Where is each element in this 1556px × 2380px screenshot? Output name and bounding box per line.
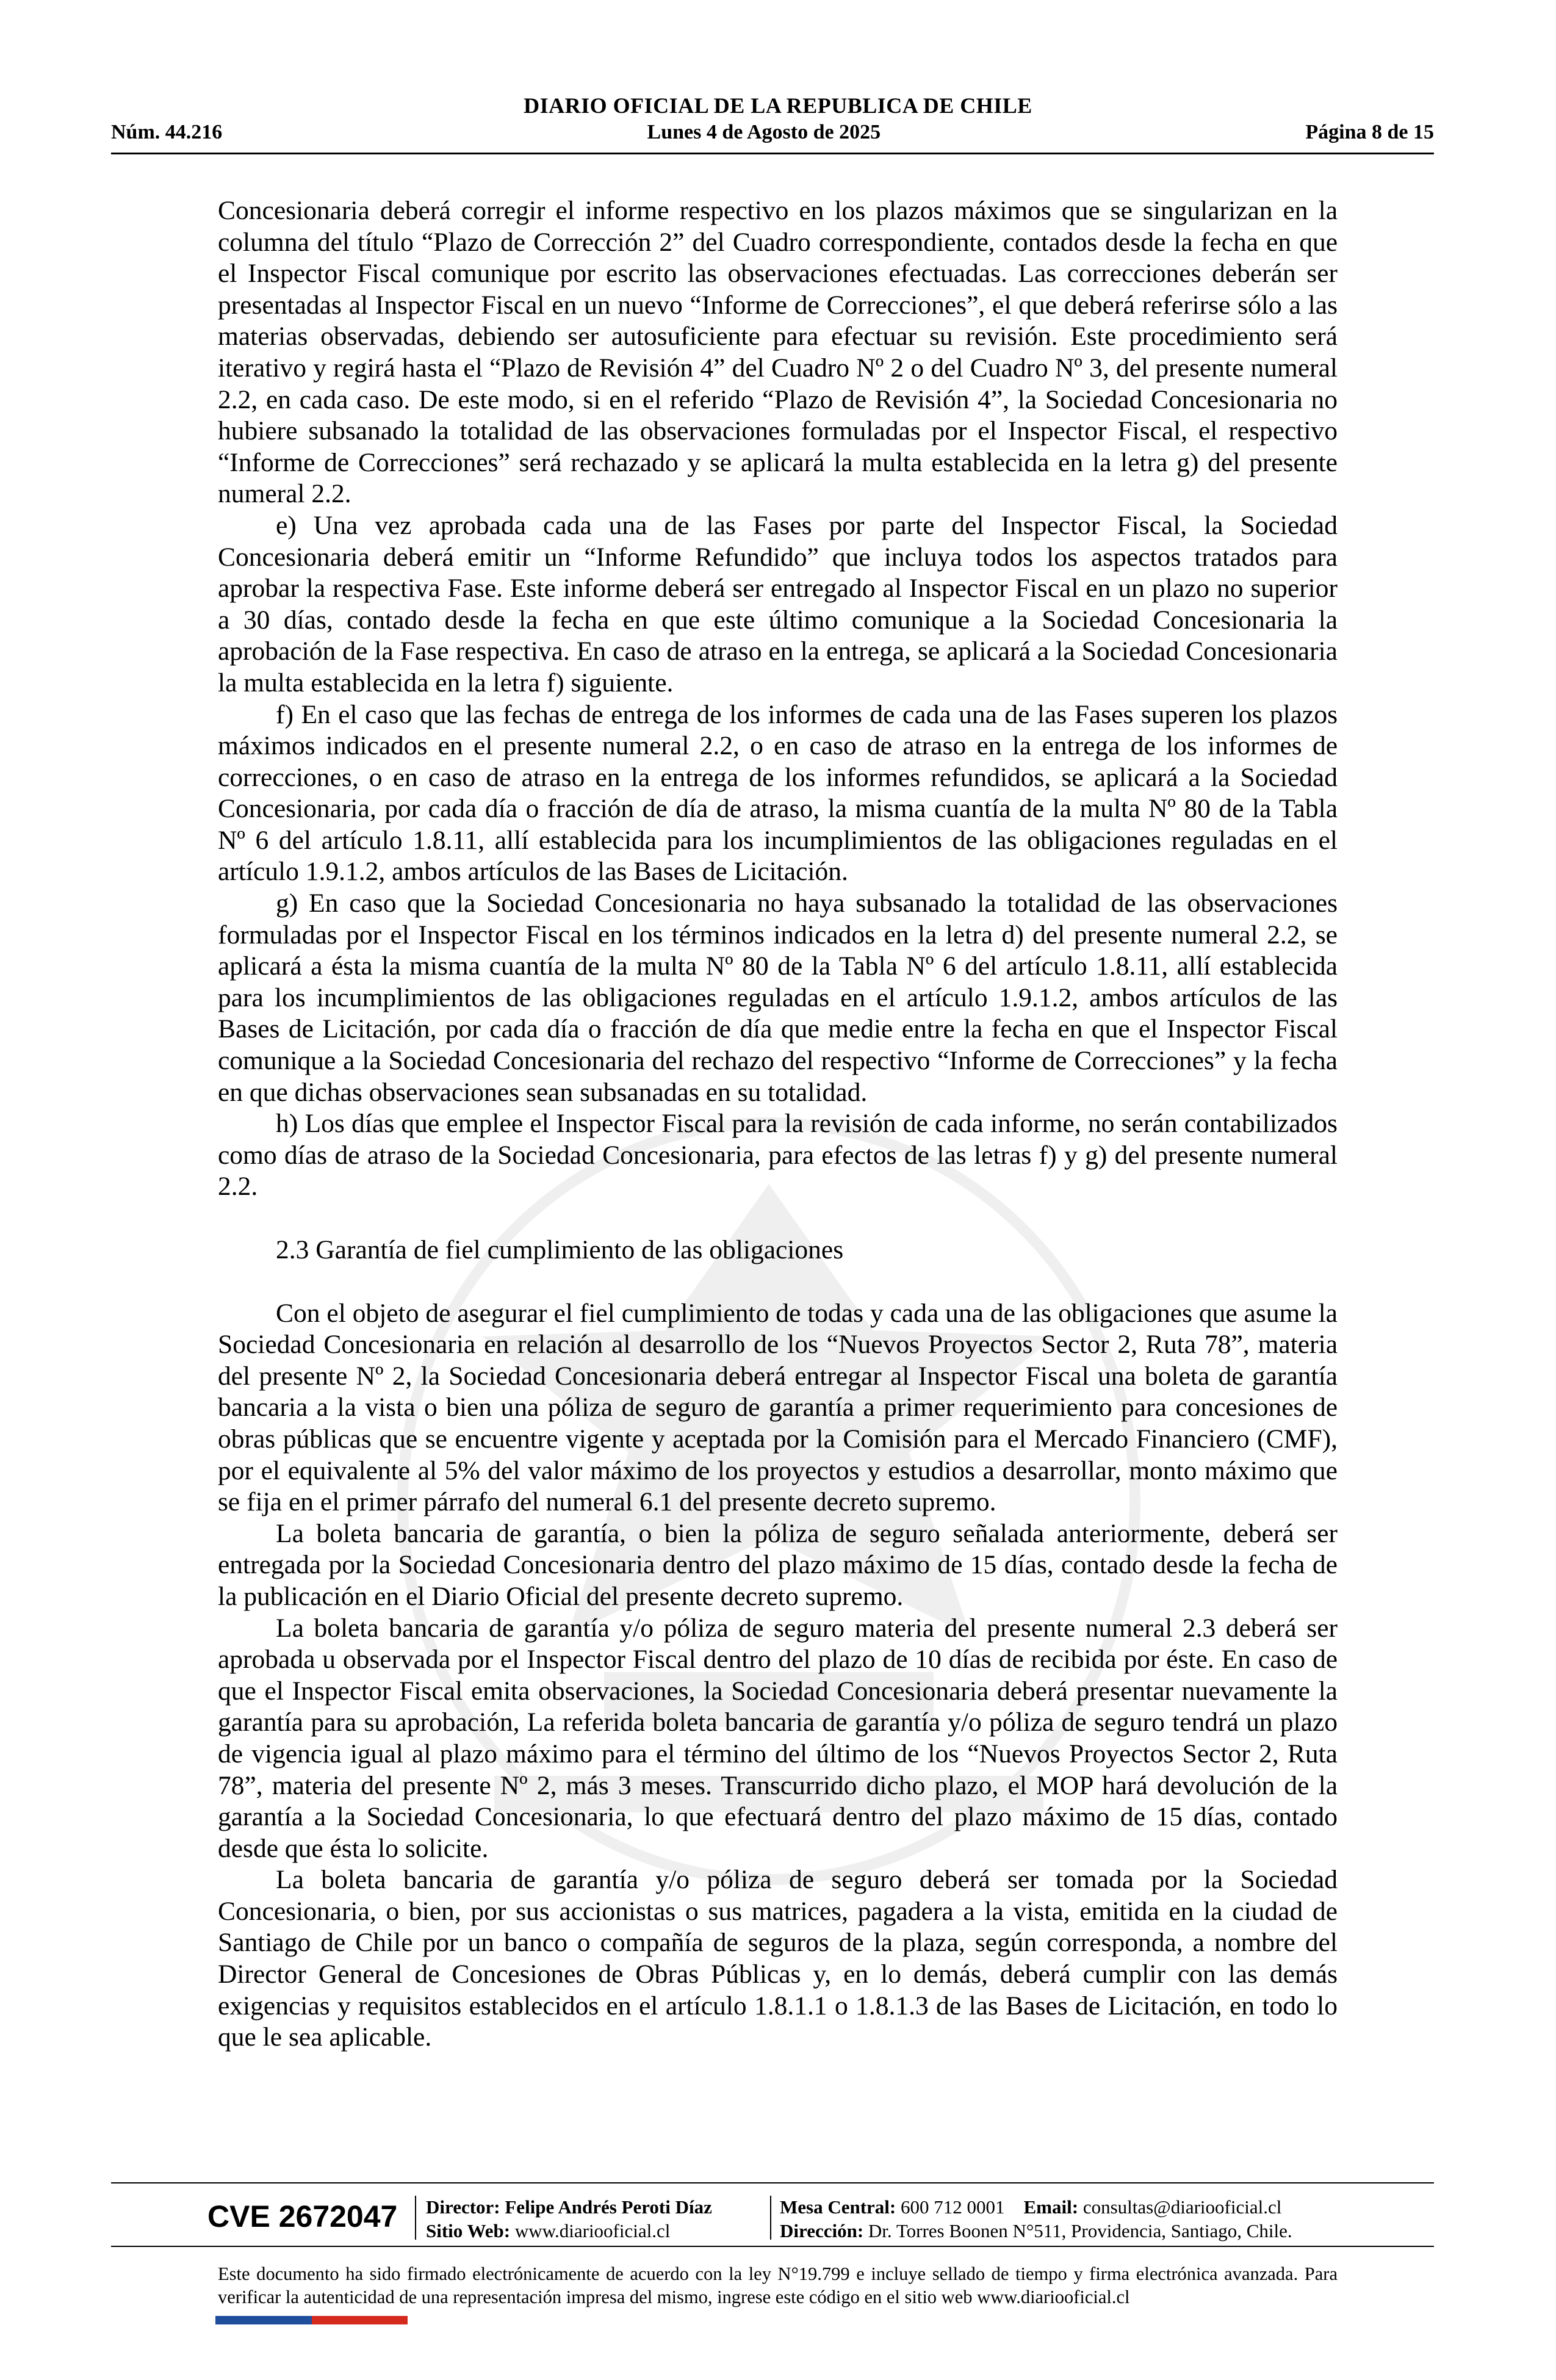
header-divider: [111, 153, 1434, 154]
address-value: Dr. Torres Boonen N°511, Providencia, Santiago, Chile.: [868, 2220, 1292, 2241]
issue-date: Lunes 4 de Agosto de 2025: [647, 121, 881, 143]
address-label: Dirección:: [780, 2220, 864, 2241]
body-paragraph: Concesionaria deberá corregir el informe respectivo en los plazos máximos que se singularizan en la columna del título “Plazo de Corrección 2” del Cuadro correspondiente, contados desde la fecha en que el Inspector Fiscal comunique por escrito las observaciones efectuadas. Las correcciones deberán ser presentadas al Inspector Fiscal en un nuevo “Informe de Correcciones”, el que deberá referirse sólo a las materias observadas, debiendo ser autosuficiente para efectuar su revisión. Este procedimiento será iterativo y regirá hasta el “Plazo de Revisión 4” del Cuadro Nº 2 o del Cuadro Nº 3, del presente numeral 2.2, en cada caso. De este modo, si en el referido “Plazo de Revisión 4”, la Sociedad Concesionaria no hubiere subsanado la totalidad de las observaciones formuladas por el Inspector Fiscal, el respectivo “Informe de Correcciones” será rechazado y se aplicará la multa establecida en la letra g) del presente numeral 2.2.: [218, 196, 1338, 509]
director-name: Felipe Andrés Peroti Díaz: [505, 2196, 712, 2218]
cve-code: CVE 2672047: [207, 2199, 398, 2234]
mesa-phone: 600 712 0001: [901, 2196, 1005, 2218]
footer-separator: [770, 2196, 771, 2240]
body-paragraph: La boleta bancaria de garantía y/o póliza de seguro deberá ser tomada por la Sociedad Concesionaria, o bien, por sus accionistas o sus matrices, pagadera a la vista, emitida en la ciudad de Santiago de Chile por un banco o compañía de seguros de la plaza, según corresponda, a nombre del Director General de Concesiones de Obras Públicas y, en lo demás, deberá cumplir con las demás exigencias y requisitos establecidos en el artículo 1.8.1.1 o 1.8.1.3 de las Bases de Licitación, en todo lo que le sea aplicable.: [218, 1865, 1338, 2052]
body-paragraph: La boleta bancaria de garantía y/o póliza de seguro materia del presente numeral 2.3 deberá ser aprobada u observada por el Inspector Fiscal dentro del plazo de 10 días de recibida por éste. En caso de que el Inspector Fiscal emita observaciones, la Sociedad Concesionaria deberá presentar nuevamente la garantía para su aprobación, La referida boleta bancaria de garantía y/o póliza de seguro tendrá un plazo de vigencia igual al plazo máximo para el término del último de los “Nuevos Proyectos Sector 2, Ruta 78”, materia del presente Nº 2, más 3 meses. Transcurrido dicho plazo, el MOP hará devolución de la garantía a la Sociedad Concesionaria, lo que efectuará dentro del plazo máximo de 15 días, contado desde que ésta lo solicite.: [218, 1613, 1338, 1863]
legal-notice: Este documento ha sido firmado electrónicamente de acuerdo con la ley N°19.799 e incluye sellado de tiempo y firma electrónica avanzada. Para verificar la autenticidad de una representación impresa del mismo, ingrese este código en el sitio web www.diariooficial.cl: [218, 2263, 1338, 2307]
website-link[interactable]: www.diariooficial.cl: [514, 2220, 671, 2241]
body-paragraph: Con el objeto de asegurar el fiel cumplimiento de todas y cada una de las obligaciones que asume la Sociedad Concesionaria en relación al desarrollo de los “Nuevos Proyectos Sector 2, Ruta 78”, materia del presente Nº 2, la Sociedad Concesionaria deberá entregar al Inspector Fiscal una boleta de garantía bancaria a la vista o bien una póliza de seguro de garantía a primer requerimiento para concesiones de obras públicas que se encuentre vigente y aceptada por la Comisión para el Mercado Financiero (CMF), por el equivalente al 5% del valor máximo de los proyectos y estudios a desarrollar, monto máximo que se fija en el primer párrafo del numeral 6.1 del presente decreto supremo.: [218, 1298, 1338, 1517]
body-paragraph: e) Una vez aprobada cada una de las Fases por parte del Inspector Fiscal, la Sociedad Concesionaria deberá emitir un “Informe Refundido” que incluya todos los aspectos tratados para aprobar la respectiva Fase. Este informe deberá ser entregado al Inspector Fiscal en un plazo no superior a 30 días, contado desde la fecha en que este último comunique a la Sociedad Concesionaria la aprobación de la Fase respectiva. En caso de atraso en la entrega, se aplicará a la Sociedad Concesionaria la multa establecida en la letra f) siguiente.: [218, 510, 1338, 698]
footer-separator: [415, 2196, 416, 2240]
mesa-label: Mesa Central:: [780, 2196, 896, 2218]
document-body: [218, 195, 1338, 2054]
body-paragraph: h) Los días que emplee el Inspector Fiscal para la revisión de cada informe, no serán contabilizados como días de atraso de la Sociedad Concesionaria, para efectos de las letras f) y g) del presente numeral 2.2.: [218, 1109, 1338, 1202]
footer-divider-bottom: [111, 2246, 1434, 2247]
body-paragraph: La boleta bancaria de garantía, o bien la póliza de seguro señalada anteriormente, deberá ser entregada por la Sociedad Concesionaria dentro del plazo máximo de 15 días, contado desde la fecha de la publicación en el Diario Oficial del presente decreto supremo.: [218, 1518, 1338, 1611]
flag-red-segment: [312, 2316, 408, 2324]
footer-director-block: [426, 2195, 712, 2243]
director-label: Director:: [426, 2196, 500, 2218]
section-heading: 2.3 Garantía de fiel cumplimiento de las obligaciones: [276, 1235, 844, 1264]
footer-divider-top: [111, 2182, 1434, 2183]
email-label: Email:: [1023, 2196, 1079, 2218]
flag-blue-segment: [215, 2316, 312, 2324]
page-indicator: Página 8 de 15: [1305, 121, 1434, 143]
body-paragraph: f) En el caso que las fechas de entrega de los informes de cada una de las Fases superen los plazos máximos indicados en el presente numeral 2.2, o en caso de atraso en la entrega de los informes de correcciones, o en caso de atraso en la entrega de los informes refundidos, se aplicará a la Sociedad Concesionaria, por cada día o fracción de día de atraso, la misma cuantía de la multa Nº 80 de la Tabla Nº 6 del artículo 1.8.11, allí establecida para los incumplimientos de las obligaciones reguladas en el artículo 1.9.1.2, ambos artículos de las Bases de Licitación.: [218, 699, 1338, 887]
publication-title: DIARIO OFICIAL DE LA REPUBLICA DE CHILE: [524, 93, 1032, 118]
footer-contact-block: [780, 2195, 1292, 2243]
email-link[interactable]: consultas@diariooficial.cl: [1082, 2196, 1282, 2218]
body-paragraph: g) En caso que la Sociedad Concesionaria no haya subsanado la totalidad de las observaciones formuladas por el Inspector Fiscal en los términos indicados en la letra d) del presente numeral 2.2, se aplicará a ésta la misma cuantía de la multa Nº 80 de la Tabla Nº 6 del artículo 1.8.11, allí establecida para los incumplimientos de las obligaciones reguladas en el artículo 1.9.1.2, ambos artículos de las Bases de Licitación, por cada día o fracción de día que medie entre la fecha en que el Inspector Fiscal comunique a la Sociedad Concesionaria del rechazo del respectivo “Informe de Correcciones” y la fecha en que dichas observaciones sean subsanadas en su totalidad.: [218, 889, 1338, 1107]
header-row: [111, 121, 1434, 144]
flag-color-bar: [215, 2316, 408, 2324]
website-label: Sitio Web:: [426, 2220, 511, 2241]
issue-number: Núm. 44.216: [111, 121, 223, 143]
